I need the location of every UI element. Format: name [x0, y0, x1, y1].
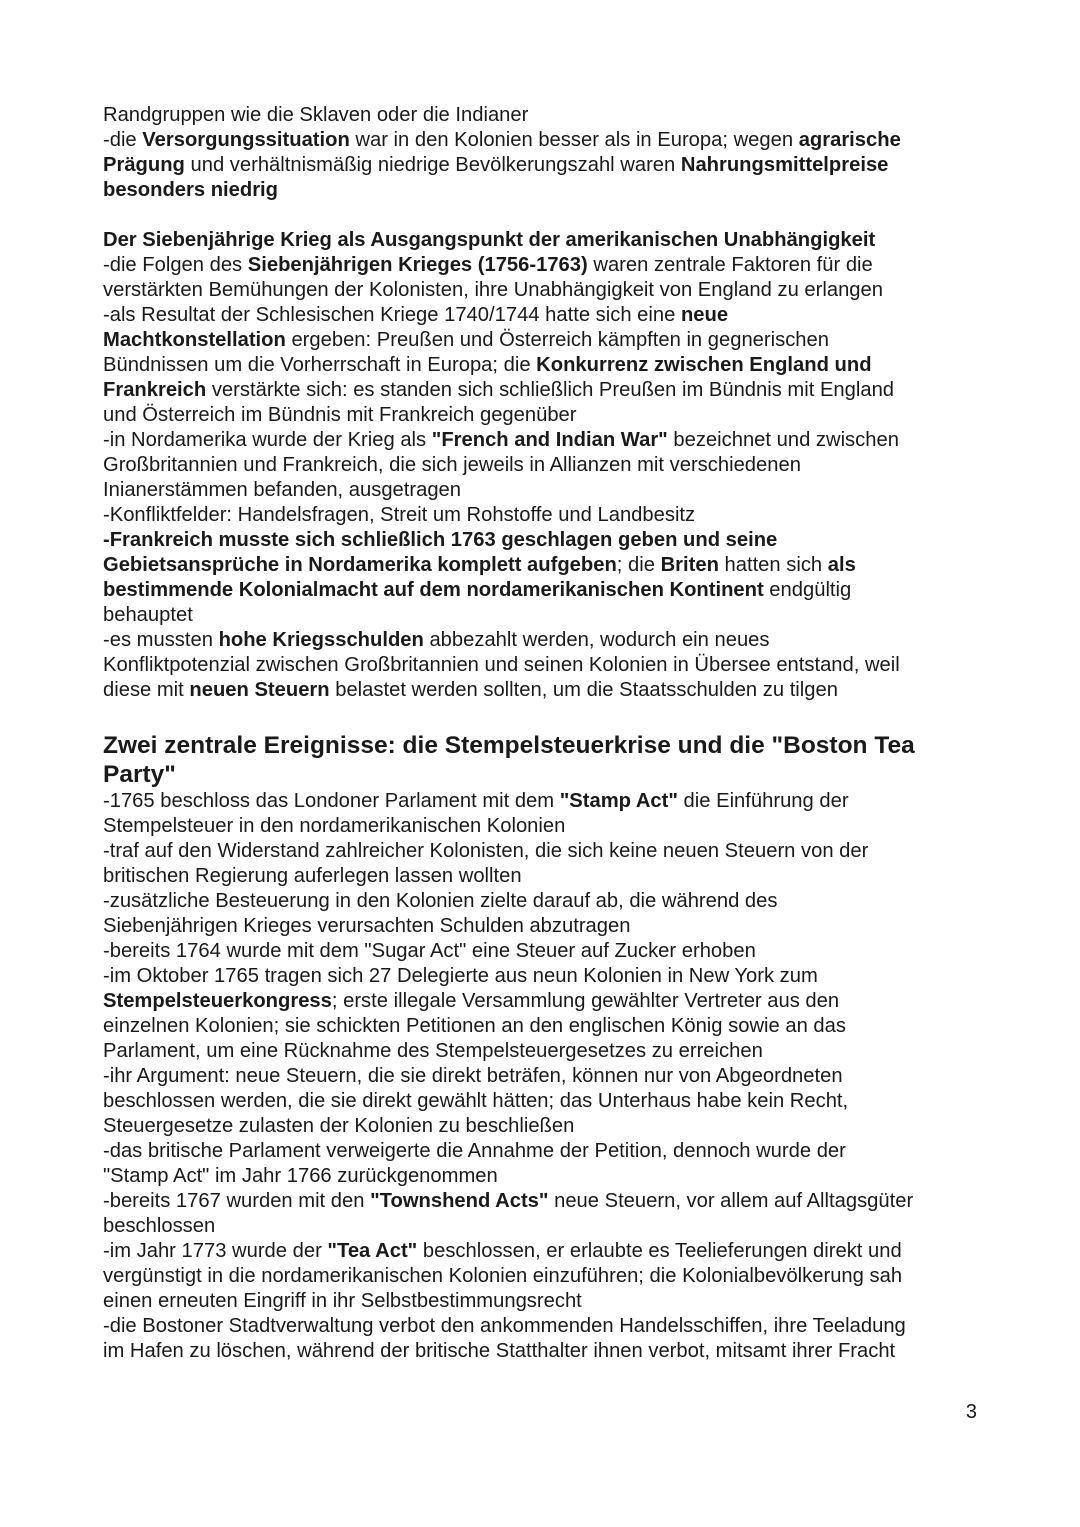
text-line: [103, 328, 1003, 353]
text-segment: -traf auf den Widerstand zahlreicher Kolonisten, die sich keine neuen Steuern von der: [103, 840, 869, 862]
text-line: [103, 353, 1003, 378]
text-line: [103, 1014, 1003, 1039]
bold-text: agrarische: [798, 129, 901, 151]
text-segment: Parlament, um eine Rücknahme des Stempelsteuergesetzes zu erreichen: [103, 1040, 763, 1062]
text-line: [103, 1289, 1003, 1314]
text-segment: verstärkten Bemühungen der Kolonisten, ihre Unabhängigkeit von England zu erlangen: [103, 279, 883, 301]
text-line: [103, 1039, 1003, 1064]
text-line: [103, 839, 1003, 864]
text-segment: war in den Kolonien besser als in Europa; wegen: [349, 129, 799, 151]
bold-text: "Townshend Acts": [370, 1190, 549, 1212]
text-segment: und verhältnismäßig niedrige Bevölkerungszahl waren: [184, 154, 681, 176]
text-segment: Randgruppen wie die Sklaven oder die Indianer: [103, 104, 529, 126]
text-line: [103, 1214, 1003, 1239]
text-segment: -die Folgen des: [103, 254, 248, 276]
text-segment: -im Jahr 1773 wurde der: [103, 1240, 328, 1262]
text-segment: ; die: [616, 554, 661, 576]
text-segment: -das britische Parlament verweigerte die Annahme der Petition, dennoch wurde der: [103, 1140, 846, 1162]
text-segment: -es mussten: [103, 629, 219, 651]
bold-text: -Frankreich musste sich schließlich 1763 geschlagen geben und seine: [103, 529, 778, 551]
text-segment: waren zentrale Faktoren für die: [587, 254, 873, 276]
text-line: [103, 403, 1003, 428]
text-segment: Inianerstämmen befanden, ausgetragen: [103, 479, 462, 501]
text-segment: im Hafen zu löschen, während der britische Statthalter ihnen verbot, mitsamt ihrer Fracht: [103, 1340, 896, 1362]
heading-line: Party": [103, 761, 176, 788]
text-line: [103, 1239, 1003, 1264]
text-segment: -die: [103, 129, 143, 151]
bold-text: Frankreich: [103, 379, 207, 401]
bold-text: Prägung: [103, 154, 185, 176]
text-segment: -im Oktober 1765 tragen sich 27 Delegierte aus neun Kolonien in New York zum: [103, 965, 818, 987]
text-segment: diese mit: [103, 679, 190, 701]
text-line: [103, 653, 1003, 678]
text-line: [103, 453, 1003, 478]
text-segment: -als Resultat der Schlesischen Kriege 1740/1744 hatte sich eine: [103, 304, 681, 326]
text-line: [103, 253, 1003, 278]
text-line: [103, 964, 1003, 989]
text-line: [103, 1139, 1003, 1164]
text-segment: "Stamp Act" im Jahr 1766 zurückgenommen: [103, 1165, 498, 1187]
text-segment: vergünstigt in die nordamerikanischen Kolonien einzuführen; die Kolonialbevölkerung sah: [103, 1265, 903, 1287]
bold-text: hohe Kriegsschulden: [218, 629, 424, 651]
bold-text: als: [827, 554, 856, 576]
text-line: [103, 1314, 1003, 1339]
text-segment: ; erste illegale Versammlung gewählter Vertreter aus den: [331, 990, 840, 1012]
text-segment: Bündnissen um die Vorherrschaft in Europa; die: [103, 354, 537, 376]
bold-text: Briten: [660, 554, 719, 576]
text-line: [103, 428, 1003, 453]
text-segment: belastet werden sollten, um die Staatsschulden zu tilgen: [329, 679, 838, 701]
text-block-seven-years-war: [103, 228, 1003, 703]
text-line: [103, 103, 1003, 128]
text-line: [103, 914, 1003, 939]
text-segment: Siebenjährigen Krieges verursachten Schulden abzutragen: [103, 915, 631, 937]
text-segment: bezeichnet und zwischen: [667, 429, 899, 451]
text-segment: ergeben: Preußen und Österreich kämpften in gegnerischen: [285, 329, 829, 351]
text-segment: die Einführung der: [677, 790, 849, 812]
text-segment: -in Nordamerika wurde der Krieg als: [103, 429, 432, 451]
bold-text: "Tea Act": [327, 1240, 418, 1262]
text-segment: Konfliktpotenzial zwischen Großbritannien und seinen Kolonien in Übersee entstand, weil: [103, 654, 900, 676]
text-line: [103, 603, 1003, 628]
text-line: [103, 1164, 1003, 1189]
heading-line: Zwei zentrale Ereignisse: die Stempelsteuerkrise und die "Boston Tea: [103, 732, 915, 759]
section-stamp-tax: [103, 731, 1003, 1364]
text-line: [103, 553, 1003, 578]
text-line: [103, 228, 1003, 253]
bold-text: Der Siebenjährige Krieg als Ausgangspunkt der amerikanischen Unabhängigkeit: [103, 229, 876, 251]
text-segment: behauptet: [103, 604, 193, 626]
text-line: [103, 153, 1003, 178]
text-segment: -ihr Argument: neue Steuern, die sie direkt beträfen, können nur von Abgeordneten: [103, 1065, 843, 1087]
text-segment: Steuergesetze zulasten der Kolonien zu beschließen: [103, 1115, 575, 1137]
text-line: [103, 1264, 1003, 1289]
page-body: [103, 103, 1003, 703]
text-segment: Großbritannien und Frankreich, die sich jeweils in Allianzen mit verschiedenen: [103, 454, 801, 476]
bold-text: besonders niedrig: [103, 179, 278, 201]
text-segment: abbezahlt werden, wodurch ein neues: [423, 629, 770, 651]
text-line: [103, 1189, 1003, 1214]
text-line: [103, 278, 1003, 303]
bold-text: Siebenjährigen Krieges (1756-1763): [247, 254, 588, 276]
text-line: [103, 789, 1003, 814]
bold-text: Konkurrenz zwischen England und: [536, 354, 872, 376]
paragraph-gap: [103, 203, 1003, 228]
text-segment: beschlossen werden, die sie direkt gewählt hätten; das Unterhaus habe kein Recht,: [103, 1090, 849, 1112]
bold-text: bestimmende Kolonialmacht auf dem nordamerikanischen Kontinent: [103, 579, 764, 601]
text-line: [103, 1064, 1003, 1089]
bold-text: neue: [680, 304, 729, 326]
text-block-colonies: [103, 103, 1003, 203]
text-segment: beschlossen: [103, 1215, 216, 1237]
text-line: [103, 1339, 1003, 1364]
text-line: [103, 628, 1003, 653]
bold-text: Nahrungsmittelpreise: [680, 154, 889, 176]
text-segment: -bereits 1767 wurden mit den: [103, 1190, 371, 1212]
text-segment: -zusätzliche Besteuerung in den Kolonien zielte darauf ab, die während des: [103, 890, 778, 912]
text-segment: verstärkte sich: es standen sich schließlich Preußen im Bündnis mit England: [206, 379, 895, 401]
bold-text: Gebietsansprüche in Nordamerika komplett aufgeben: [103, 554, 617, 576]
text-segment: endgültig: [763, 579, 852, 601]
text-segment: hatten sich: [718, 554, 828, 576]
text-segment: beschlossen, er erlaubte es Teelieferungen direkt und: [417, 1240, 902, 1262]
text-segment: -Konfliktfelder: Handelsfragen, Streit um Rohstoffe und Landbesitz: [103, 504, 696, 526]
text-line: [103, 939, 1003, 964]
page-number: 3: [965, 1401, 977, 1423]
text-segment: Stempelsteuer in den nordamerikanischen Kolonien: [103, 815, 566, 837]
text-line: [103, 864, 1003, 889]
text-segment: einzelnen Kolonien; sie schickten Petitionen an den englischen König sowie an das: [103, 1015, 846, 1037]
text-line: [103, 678, 1003, 703]
text-line: [103, 178, 1003, 203]
text-block-stamp-act: [103, 789, 1003, 1364]
text-segment: -bereits 1764 wurde mit dem "Sugar Act" eine Steuer auf Zucker erhoben: [103, 940, 756, 962]
text-segment: -1765 beschloss das Londoner Parlament mit dem: [103, 790, 560, 812]
bold-text: Stempelsteuerkongress: [103, 990, 332, 1012]
text-line: [103, 478, 1003, 503]
text-line: [103, 1089, 1003, 1114]
text-line: [103, 578, 1003, 603]
text-line: [103, 128, 1003, 153]
text-segment: neue Steuern, vor allem auf Alltagsgüter: [548, 1190, 914, 1212]
bold-text: neuen Steuern: [189, 679, 330, 701]
text-line: [103, 989, 1003, 1014]
text-line: [103, 889, 1003, 914]
text-line: [103, 528, 1003, 553]
bold-text: Machtkonstellation: [103, 329, 286, 351]
bold-text: "French and Indian War": [431, 429, 668, 451]
text-segment: einen erneuten Eingriff in ihr Selbstbestimmungsrecht: [103, 1290, 582, 1312]
text-segment: und Österreich im Bündnis mit Frankreich gegenüber: [103, 404, 577, 426]
text-segment: -die Bostoner Stadtverwaltung verbot den ankommenden Handelsschiffen, ihre Teeladung: [103, 1315, 906, 1337]
section-heading: [103, 731, 1003, 789]
text-line: [103, 814, 1003, 839]
text-line: [103, 1114, 1003, 1139]
bold-text: Versorgungssituation: [142, 129, 350, 151]
text-line: [103, 303, 1003, 328]
text-line: [103, 503, 1003, 528]
text-line: [103, 378, 1003, 403]
text-segment: britischen Regierung auferlegen lassen wollten: [103, 865, 522, 887]
bold-text: "Stamp Act": [559, 790, 678, 812]
